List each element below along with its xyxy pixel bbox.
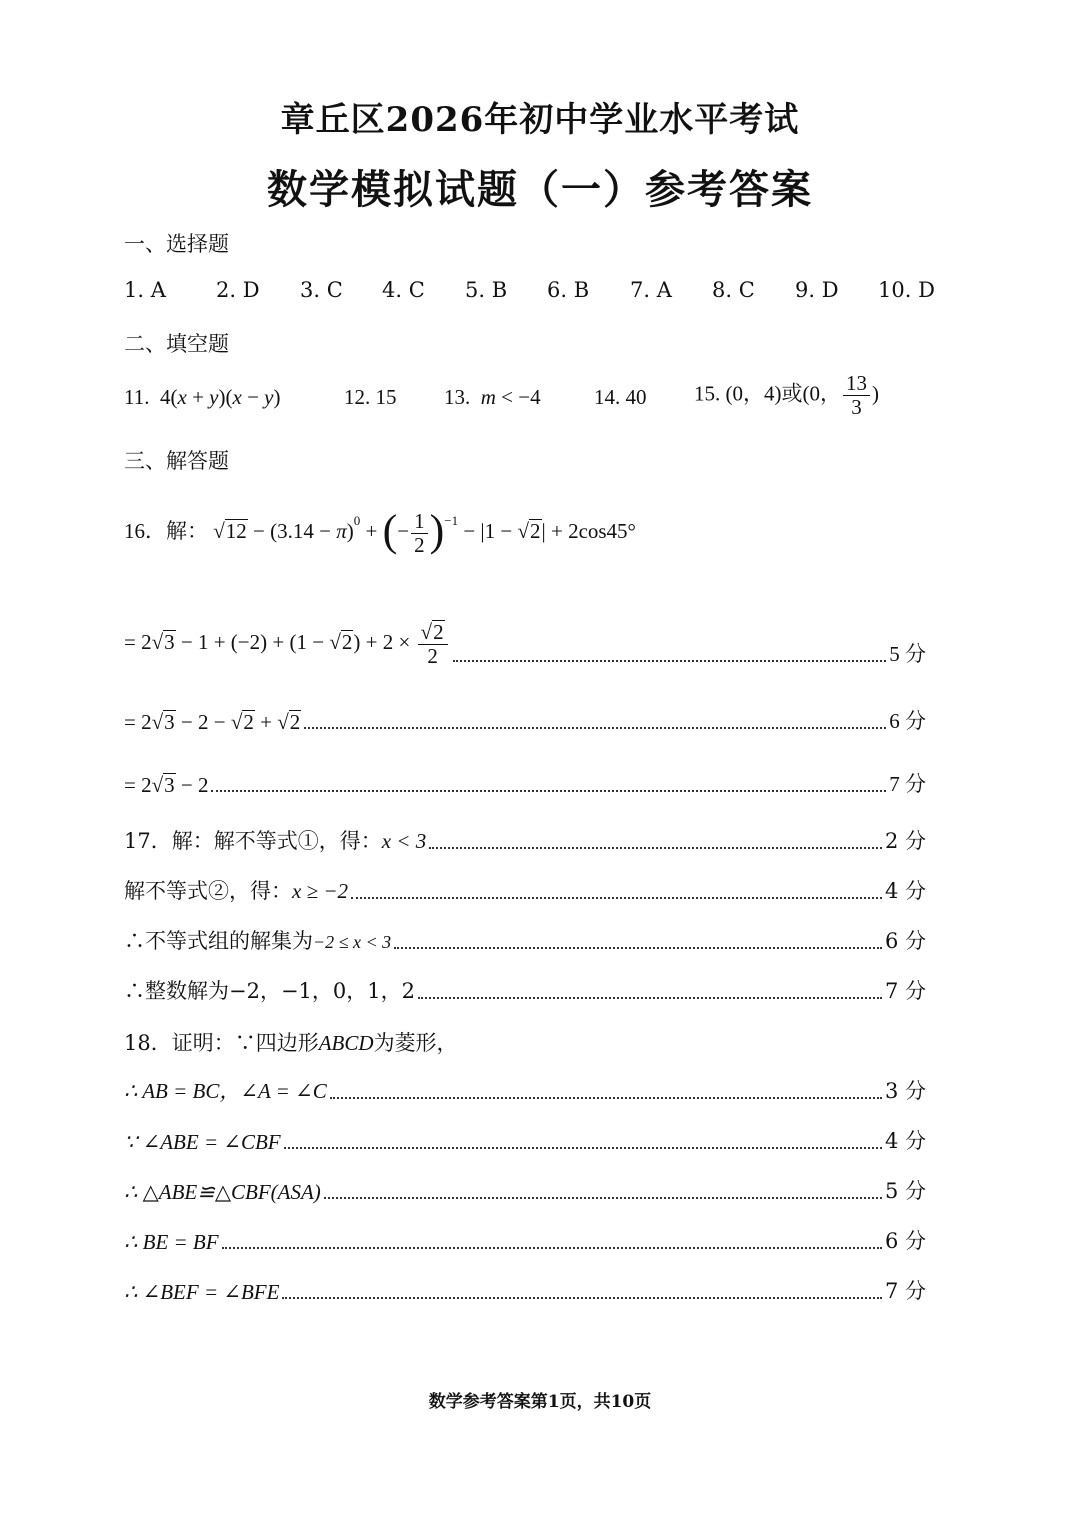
score: 6 分 xyxy=(889,709,926,733)
leader-dots xyxy=(453,659,887,662)
leader-dots xyxy=(222,1246,882,1249)
score: 2 分 xyxy=(884,829,926,853)
leader-dots xyxy=(429,846,882,849)
q17-row-2: 解不等式②，得：x ≥ −2 4 分 xyxy=(124,875,926,905)
q17-row-4: ∴整数解为−2，−1，0，1，2 7 分 xyxy=(124,975,926,1005)
fill-answer-15: 15. (0，4)或(0， $\frac{13}{3}$ ) xyxy=(694,371,879,420)
q18-row-4: ∴ BE = BF 6 分 xyxy=(124,1225,926,1255)
q18-row-1: ∴ AB = BC，∠A = ∠C 3 分 xyxy=(124,1075,926,1105)
page-footer: 数学参考答案第1页，共10页 xyxy=(428,1392,652,1412)
section-choice-heading: 一、选择题 xyxy=(124,232,229,256)
fill-answer-13: 13. m < −4 xyxy=(444,385,541,409)
q16-step-3: = 2√3 − 2 7 分 xyxy=(124,768,926,798)
q16-step-1: = 2√3 − 1 + (−2) + (1 − √2) + 2 × $\frac{√2}{2}$ 5 分 xyxy=(124,619,926,668)
choice-answer: 5. B xyxy=(465,278,508,302)
score: 6 分 xyxy=(884,1229,926,1253)
fraction: $\frac{13}{3}$ xyxy=(843,372,870,419)
score: 7 分 xyxy=(884,979,926,1003)
q16-expression: 16．解： $√12 - (3.14 - \pi)^0$ + (− $\frac{1}{2}$ )$^{-1}$ − |1 − √2| + 2cos45° xyxy=(124,506,636,557)
choice-answer: 1. A xyxy=(124,278,166,302)
q17-row-3: ∴不等式组的解集为−2 ≤ x < 3 6 分 xyxy=(124,925,926,955)
choice-answer: 4. C xyxy=(382,278,425,302)
leader-dots xyxy=(418,996,882,999)
fill-answer-14: 14. 40 xyxy=(594,385,647,409)
leader-dots xyxy=(351,896,882,899)
leader-dots xyxy=(282,1296,882,1299)
q18-row-5: ∴ ∠BEF = ∠BFE 7 分 xyxy=(124,1275,926,1305)
choice-answer: 10. D xyxy=(878,278,935,302)
leader-dots xyxy=(330,1096,882,1099)
score: 4 分 xyxy=(884,879,926,903)
fill-answer-11: 11. 4(x + y)(x − y) xyxy=(124,385,281,409)
q18-row-3: ∴ △ABE≌△CBF(ASA) 5 分 xyxy=(124,1175,926,1205)
leader-dots xyxy=(304,726,886,729)
leader-dots xyxy=(324,1196,882,1199)
section-solve-heading: 三、解答题 xyxy=(124,449,229,473)
score: 5 分 xyxy=(884,1179,926,1203)
choice-answer: 6. B xyxy=(547,278,590,302)
score: 7 分 xyxy=(884,1279,926,1303)
score: 4 分 xyxy=(884,1129,926,1153)
choice-answer: 8. C xyxy=(712,278,755,302)
leader-dots xyxy=(284,1146,882,1149)
leader-dots xyxy=(394,946,882,949)
title-line-2: 数学模拟试题（一）参考答案 xyxy=(267,166,813,213)
score: 3 分 xyxy=(884,1079,926,1103)
title-line-1: 章丘区2026年初中学业水平考试 xyxy=(280,100,800,140)
score: 5 分 xyxy=(889,642,926,666)
score: 6 分 xyxy=(884,929,926,953)
choice-answer: 9. D xyxy=(795,278,839,302)
leader-dots xyxy=(211,789,886,792)
choice-answer: 7. A xyxy=(630,278,672,302)
q18-row-2: ∵ ∠ABE = ∠CBF 4 分 xyxy=(124,1125,926,1155)
q17-row-1: 17．解：解不等式①，得：x < 3 2 分 xyxy=(124,825,926,855)
choice-answer: 2. D xyxy=(216,278,260,302)
score: 7 分 xyxy=(889,772,926,796)
fill-answer-12: 12. 15 xyxy=(344,385,397,409)
q16-step-2: = 2√3 − 2 − √2 + √2 6 分 xyxy=(124,705,926,735)
section-fill-heading: 二、填空题 xyxy=(124,332,229,356)
q18-head: 18．证明：∵四边形ABCD为菱形， xyxy=(124,1031,458,1055)
choice-answer: 3. C xyxy=(300,278,343,302)
